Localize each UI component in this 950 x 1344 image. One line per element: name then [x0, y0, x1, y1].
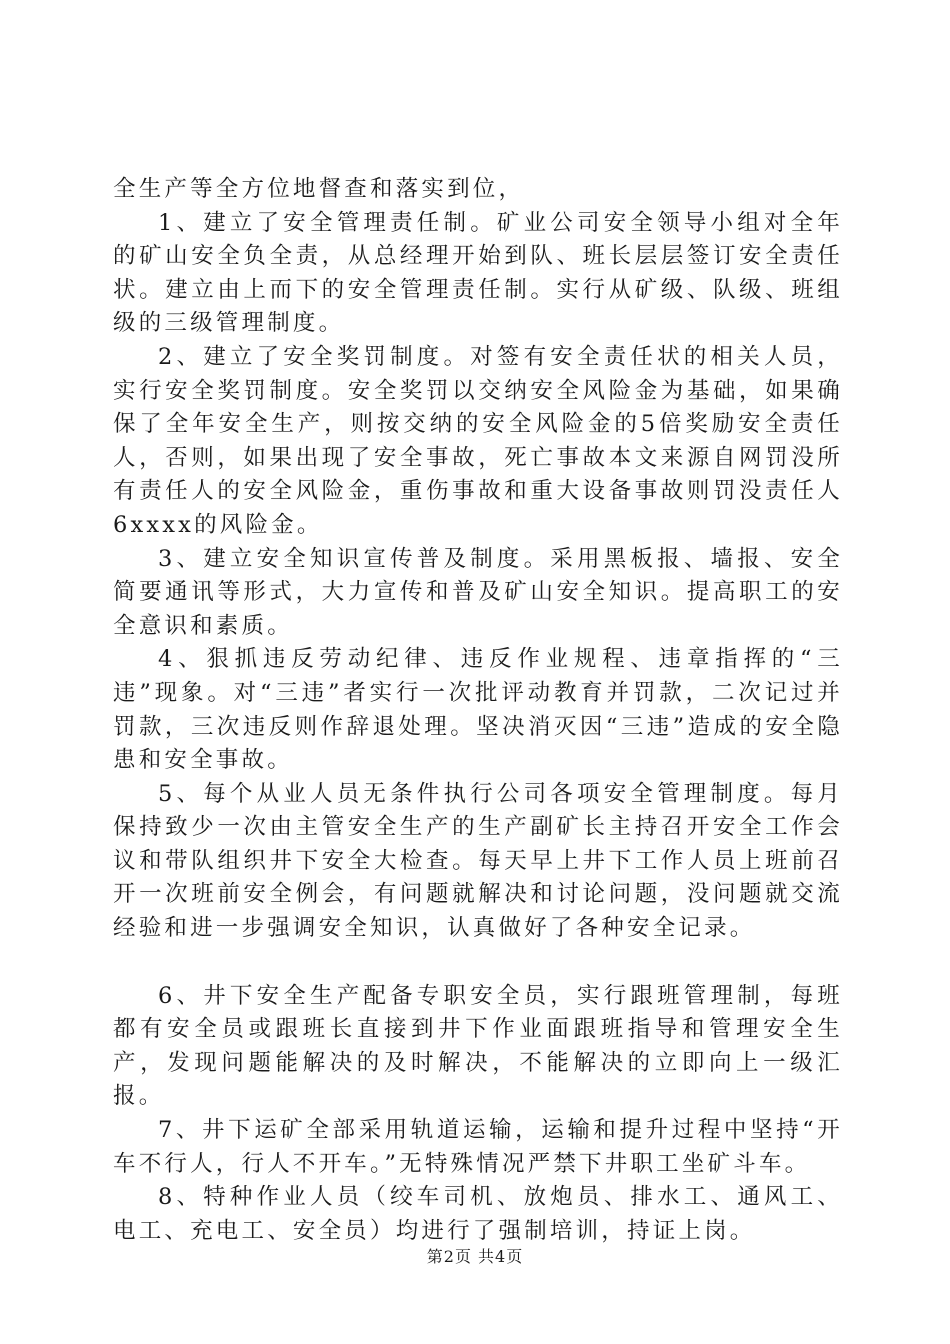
paragraph-item-3: 3、建立安全知识宣传普及制度。采用黑板报、墙报、安全简要通讯等形式，大力宣传和普及矿山安全知识。提高职工的安全意识和素质。: [113, 545, 843, 639]
paragraph-continuation: 全生产等全方位地督查和落实到位，: [113, 176, 525, 202]
paragraph-item-5: 5、每个从业人员无条件执行公司各项安全管理制度。每月保持致少一次由主管安全生产的生产副矿长主持召开安全工作会议和带队组织井下安全大检查。每天早上井下工作人员上班前召开一次班前安全例会，有问题就解决和讨论问题，没问题就交流经验和进一步强调安全知识，认真做好了各种安全记录。: [113, 780, 843, 942]
paragraph-item-7: 7、井下运矿全部采用轨道运输，运输和提升过程中坚持“开车不行人，行人不开车。”无特殊情况严禁下井职工坐矿斗车。: [113, 1117, 843, 1177]
paragraph-item-6: 6、井下安全生产配备专职安全员，实行跟班管理制，每班都有安全员或跟班长直接到井下作业面跟班指导和管理安全生产，发现问题能解决的及时解决，不能解决的立即向上一级汇报。: [113, 982, 843, 1110]
paragraph-item-2: 2、建立了安全奖罚制度。对签有安全责任状的相关人员，实行安全奖罚制度。安全奖罚以交纳安全风险金为基础，如果确保了全年安全生产，则按交纳的安全风险金的5倍奖励安全责任人，否则，如果出现了安全事故，死亡事故本文来源自网罚没所有责任人的安全风险金，重伤事故和重大设备事故则罚没责任人6xxxx的风险金。: [113, 343, 843, 538]
document-body: [113, 173, 843, 1248]
paragraph-item-8: 8、特种作业人员（绞车司机、放炮员、排水工、通风工、电工、充电工、安全员）均进行了强制培训，持证上岗。: [113, 1184, 843, 1244]
paragraph-item-1: 1、建立了安全管理责任制。矿业公司安全领导小组对全年的矿山安全负全责，从总经理开始到队、班长层层签订安全责任状。建立由上而下的安全管理责任制。实行从矿级、队级、班组级的三级管理制度。: [113, 209, 843, 337]
page-number-footer: 第2页 共4页: [426, 1247, 524, 1266]
paragraph-item-4: 4、狠抓违反劳动纪律、违反作业规程、违章指挥的“三违”现象。对“三违”者实行一次批评动教育并罚款，二次记过并罚款，三次违反则作辞退处理。坚决消灭因“三违”造成的安全隐患和安全事故。: [113, 646, 843, 774]
